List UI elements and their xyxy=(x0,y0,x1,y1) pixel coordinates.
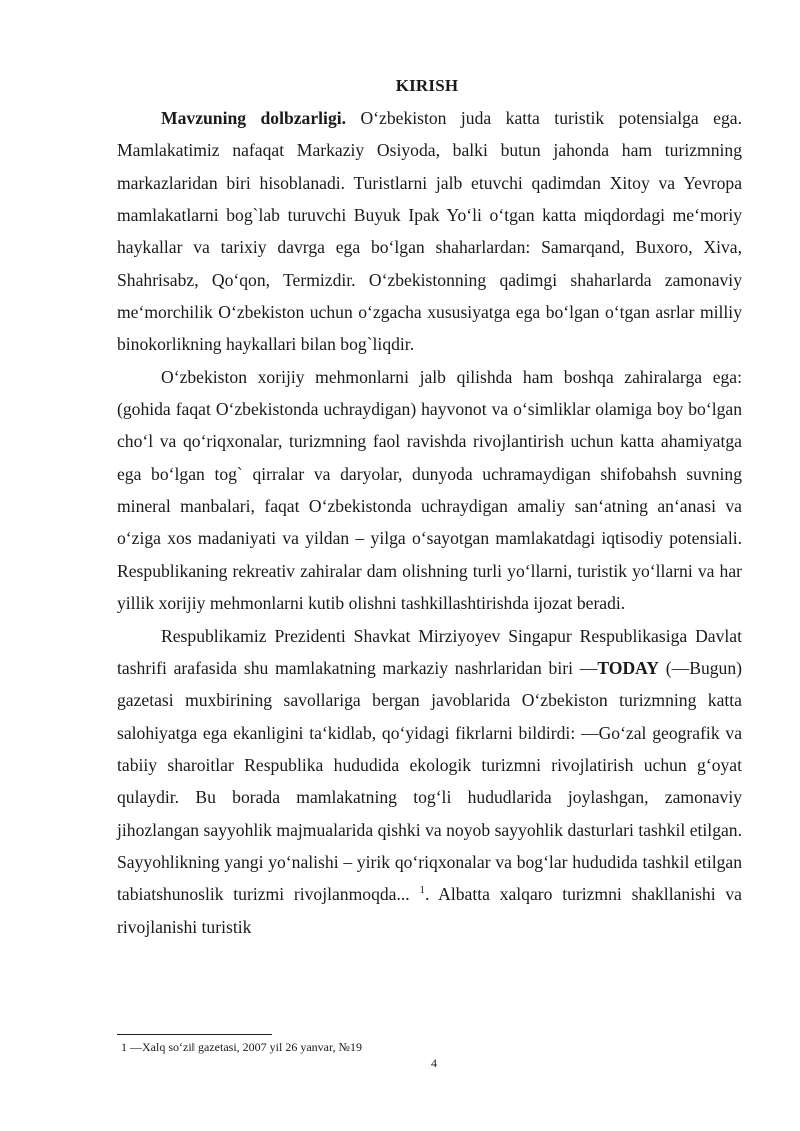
paragraph-text: Respublikamiz Prezidenti Shavkat Mirziyoyev Singapur Respublikasiga Davlat tashrifi arafasida shu mamlakatning markaziy nashrlaridan biri ― xyxy=(117,625,742,678)
paragraph-lead: Mavzuning dolbzarligi. xyxy=(161,108,347,128)
document-body xyxy=(117,102,742,943)
page-number: 4 xyxy=(431,1056,437,1070)
paragraph-text: . Albatta xalqaro turizmni shakllanishi va rivojlanishi turistik xyxy=(117,884,742,937)
section-heading: KIRISH xyxy=(395,76,459,95)
paragraph-text: (―Bugun) gazetasi muxbirining savollariga bergan javoblarida O‘zbekiston turizmning katta salohiyatga ega ekanligini ta‘kidlab, qo‘yidagi fikrlarni bildirdi: ―Go‘zal geografik va tabiiy sharoitlar Respublika hududida ekologik turizmni rivojlatirish uchun g‘oyat qulaydir. Bu borada mamlakatning tog‘li hududlarida joylashgan, zamonaviy jihozlangan sayyohlik majmualarida qishki va noyob sayyohlik dasturlari tashkil etilgan. Sayyohlikning yangi yo‘nalishi – yirik qo‘riqxonalar va bog‘lar hududida tashkil etilgan tabiatshunoslik turizmi rivojlanmoqda... xyxy=(117,657,742,905)
newspaper-name: TODAY xyxy=(597,657,659,678)
paragraph-3 xyxy=(117,620,742,943)
footnote-reference[interactable]: 1 xyxy=(419,884,425,897)
paragraph-text: O‘zbekiston juda katta turistik potensialga ega. Mamlakatimiz nafaqat Markaziy Osiyoda, balki butun jahonda ham turizmning markazlaridan biri hisoblanadi. Turistlarni jalb etuvchi qadimdan Xitoy va Yevropa mamlakatlarni bog`lab turuvchi Buyuk Ipak Yo‘li o‘tgan katta miqdordagi me‘moriy haykallar va tarixiy davrga ega bo‘lgan shaharlardan: Samarqand, Buxoro, Xiva, Shahrisabz, Qo‘qon, Termizdir. O‘zbekistonning qadimgi shaharlarda zamonaviy me‘morchilik O‘zbekiston uchun o‘zgacha xususiyatga ega bo‘lgan o‘tgan asrlar milliy binokorlikning haykallari bilan bog`liqdir. xyxy=(117,108,742,355)
paragraph-text: O‘zbekiston xorijiy mehmonlarni jalb qilishda ham boshqa zahiralarga ega: (gohida faqat O‘zbekistonda uchraydigan) hayvonot va o‘simliklar olamiga boy bo‘lgan cho‘l va qo‘riqxonalar, turizmning faol ravishda rivojlantirish uchun katta ahamiyatga ega bo‘lgan tog` qirralar va daryolar, dunyoda uchramaydigan shifobahsh suvning mineral manbalari, faqat O‘zbekistonda uchraydigan amaliy san‘atning an‘anasi va o‘ziga xos madaniyati va yildan – yilga o‘sayotgan mamlakatdagi iqtisodiy potensiali. Respublikaning rekreativ zahiralar dam olishning turli yo‘llarni, turistik yo‘llarni va har yillik xorijiy mehmonlarni kutib olishni tashkillashtirishda ijozat beradi. xyxy=(117,366,742,614)
paragraph-2 xyxy=(117,361,742,620)
footnote-separator xyxy=(117,1034,272,1035)
paragraph-1 xyxy=(117,102,742,361)
footnote: 1 ―Xalq so‘zi‖ gazetasi, 2007 yil 26 yanvar, №19 xyxy=(121,1040,362,1054)
